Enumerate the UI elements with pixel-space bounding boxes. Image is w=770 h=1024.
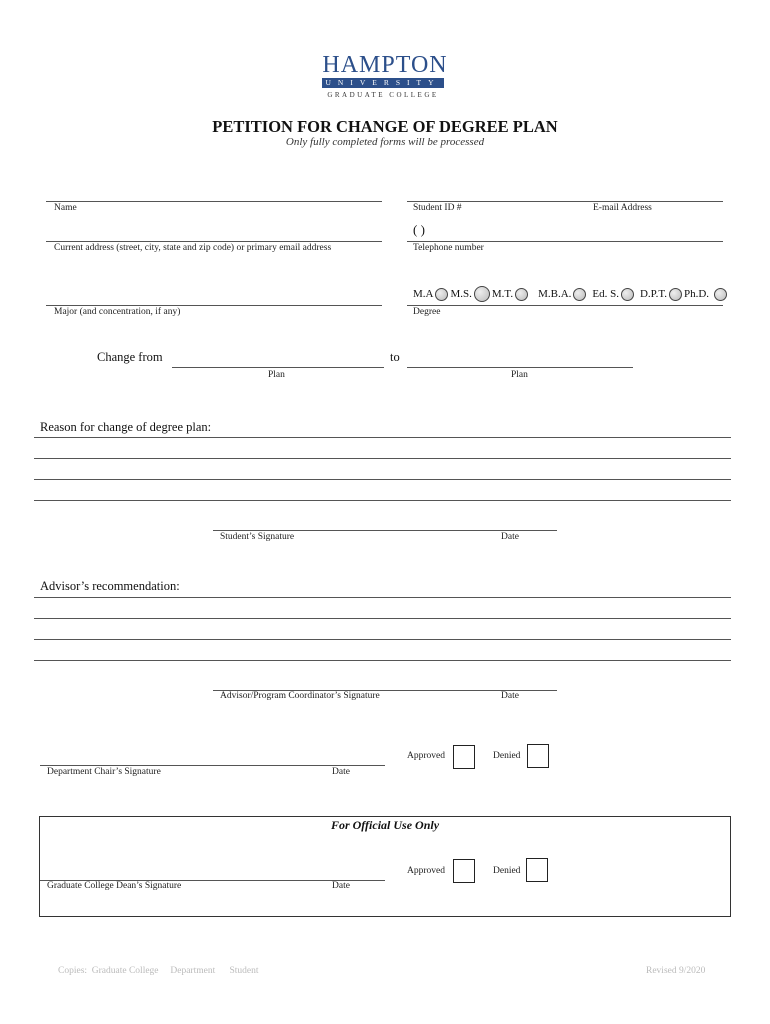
- official-use-title: For Official Use Only: [330, 818, 440, 832]
- chair-denied-checkbox[interactable]: [527, 744, 549, 768]
- major-label: Major (and concentration, if any): [54, 307, 181, 317]
- dean-denied-checkbox[interactable]: [526, 858, 548, 882]
- plan-from-label: Plan: [268, 370, 285, 380]
- dean-approved-label: Approved: [407, 866, 445, 876]
- dean-denied-label: Denied: [493, 866, 521, 876]
- advisor-recommendation-label: Advisor’s recommendation:: [40, 579, 180, 593]
- advisor-signature-label: Advisor/Program Coordinator’s Signature: [220, 691, 380, 701]
- chair-date-label: Date: [332, 767, 350, 777]
- reason-line-2[interactable]: [34, 458, 731, 459]
- advisor-date-label: Date: [501, 691, 519, 701]
- address-label: Current address (street, city, state and zip code) or primary email address: [54, 243, 332, 253]
- logo-subtitle: GRADUATE COLLEGE: [327, 91, 439, 99]
- degree-ms-radio[interactable]: [474, 286, 490, 302]
- advisor-line-1[interactable]: [34, 597, 731, 598]
- logo-wordmark: HAMPTON: [322, 52, 448, 78]
- dean-signature-label: Graduate College Dean’s Signature: [47, 881, 182, 891]
- chair-signature-field[interactable]: [40, 765, 385, 766]
- email-label: E-mail Address: [593, 203, 652, 213]
- reason-line-1[interactable]: [34, 437, 731, 438]
- advisor-line-2[interactable]: [34, 618, 731, 619]
- degree-field[interactable]: [407, 305, 723, 306]
- reason-label: Reason for change of degree plan:: [40, 420, 212, 434]
- address-field[interactable]: [46, 241, 382, 242]
- plan-to-field[interactable]: [407, 367, 633, 368]
- plan-from-field[interactable]: [172, 367, 384, 368]
- form-subtitle: Only fully completed forms will be processed: [285, 136, 485, 148]
- telephone-label: Telephone number: [413, 243, 484, 253]
- chair-denied-label: Denied: [493, 751, 521, 761]
- degree-dpt-label: D.P.T.: [639, 288, 667, 300]
- logo-university-band: UNIVERSITY: [322, 78, 444, 88]
- footer-revised: Revised 9/2020: [646, 966, 706, 976]
- telephone-field[interactable]: [407, 241, 723, 242]
- chair-approved-checkbox[interactable]: [453, 745, 475, 769]
- student-id-email-field[interactable]: [407, 201, 723, 202]
- chair-signature-label: Department Chair’s Signature: [47, 767, 161, 777]
- dean-approved-checkbox[interactable]: [453, 859, 475, 883]
- reason-line-4[interactable]: [34, 500, 731, 501]
- student-date-label: Date: [501, 532, 519, 542]
- degree-eds-label: Ed. S.: [592, 288, 619, 300]
- student-signature-field[interactable]: [213, 530, 557, 531]
- student-signature-label: Student’s Signature: [220, 532, 295, 542]
- degree-label: Degree: [413, 307, 441, 317]
- reason-line-3[interactable]: [34, 479, 731, 480]
- degree-dpt-radio[interactable]: [669, 288, 682, 301]
- degree-ms-label: M.S.: [450, 288, 472, 300]
- change-to-label: to: [390, 350, 400, 364]
- change-from-label: Change from: [97, 350, 163, 364]
- name-field[interactable]: [46, 201, 382, 202]
- student-id-label: Student ID #: [413, 203, 462, 213]
- degree-mba-radio[interactable]: [573, 288, 586, 301]
- advisor-line-4[interactable]: [34, 660, 731, 661]
- degree-mt-radio[interactable]: [515, 288, 528, 301]
- form-title: PETITION FOR CHANGE OF DEGREE PLAN: [212, 117, 558, 136]
- degree-ma-label: M.A: [413, 288, 434, 300]
- degree-phd-label: Ph.D.: [683, 288, 710, 300]
- phone-area-code: ( ): [413, 222, 425, 237]
- degree-mt-label: M.T.: [491, 288, 514, 300]
- name-label: Name: [54, 203, 77, 213]
- dean-date-label: Date: [332, 881, 350, 891]
- degree-phd-radio[interactable]: [714, 288, 727, 301]
- degree-mba-label: M.B.A.: [538, 288, 572, 300]
- degree-ma-radio[interactable]: [435, 288, 448, 301]
- plan-to-label: Plan: [511, 370, 528, 380]
- degree-eds-radio[interactable]: [621, 288, 634, 301]
- chair-approved-label: Approved: [407, 751, 445, 761]
- footer-copies: Copies: Graduate College Department Student: [58, 966, 259, 976]
- major-field[interactable]: [46, 305, 382, 306]
- advisor-line-3[interactable]: [34, 639, 731, 640]
- degree-options: [413, 286, 729, 302]
